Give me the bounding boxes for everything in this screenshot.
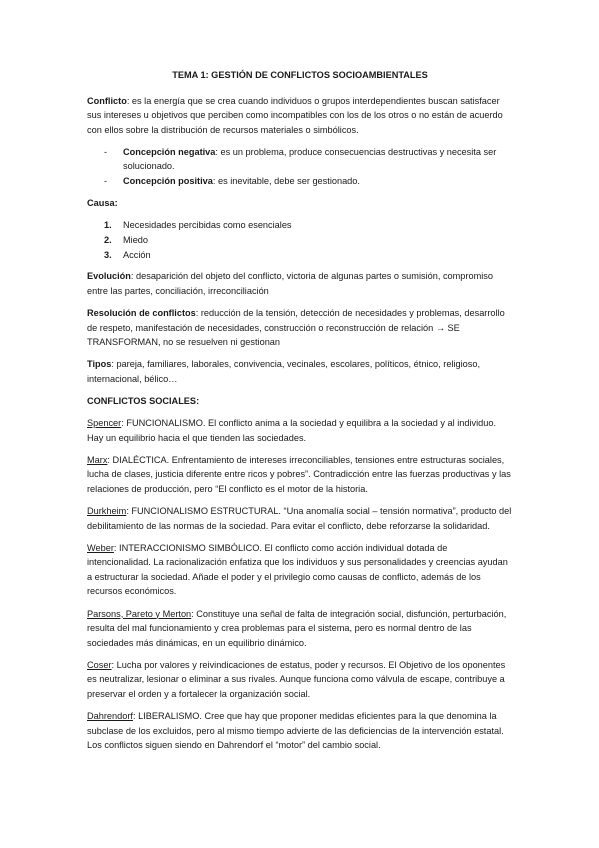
causa-list (87, 218, 513, 263)
concepcion-term: Concepción negativa (123, 146, 216, 157)
item-text: Acción (123, 250, 151, 261)
author-text: : Lucha por valores y reivindicaciones de estatus, poder y recursos. El Objetivo de los oponentes es neutralizar, lesionar o eliminar a sus rivales. Aunque funciona como válvula de escape, contribuye a preservar el orden y a fortalecer la organización social. (87, 659, 506, 699)
author-text: : Constituye una señal de falta de integración social, disfunción, perturbación, resulta del mal funcionamiento y crea problemas para el sistema, pero es normal dentro de las sociedades más dinámicas, en un equilibrio dinámico. (87, 608, 507, 648)
author-paragraph-marx (87, 453, 513, 497)
resolucion-term: Resolución de conflictos (87, 307, 196, 318)
author-name: Spencer (87, 418, 122, 428)
evolucion-term: Evolución (87, 271, 131, 282)
tipos-term: Tipos (87, 359, 112, 370)
list-item (87, 145, 513, 174)
item-text: Miedo (123, 235, 149, 246)
resolucion-paragraph (87, 306, 513, 350)
list-item (87, 174, 513, 189)
item-number: 1. (104, 220, 112, 231)
concepciones-list (87, 145, 513, 189)
tipos-paragraph (87, 357, 513, 386)
evolucion-paragraph (87, 269, 513, 298)
tipos-text: : pareja, familiares, laborales, convivencia, vecinales, escolares, políticos, étnico, religioso, internacional, bélico… (87, 359, 481, 384)
conflicto-text: : es la energía que se crea cuando individuos o grupos interdependientes buscan satisfacer sus intereses u objetivos que perciben como incompatibles con los de los otros o no están de acuerdo con ellos sobre la distribución de recursos materiales o simbólicos. (87, 95, 503, 135)
author-text: : INTERACCIONISMO SIMBÓLICO. El conflicto como acción individual dotada de intencionalidad. La racionalización enfatiza que los individuos y sus personalidades y creencias ayudan a estructurar la sociedad. Añade el poder y el privilegio como causas de conflicto, además de los recursos económicos. (87, 542, 508, 597)
list-item (87, 248, 513, 263)
author-paragraph-parsons-pareto-merton (87, 607, 513, 651)
author-name: Marx (87, 454, 108, 465)
author-name: Weber (87, 542, 114, 553)
author-paragraph-spencer (87, 416, 513, 445)
conflicto-definition (87, 94, 513, 138)
author-name: Dahrendorf (87, 711, 133, 722)
author-paragraph-durkheim (87, 504, 513, 533)
conflictos-sociales-heading: CONFLICTOS SOCIALES: (87, 395, 200, 406)
resolucion-text: : reducción de la tensión, detección de necesidades y problemas, desarrollo de respeto, manifestación de necesidades, construcción o reconstrucción de relación → SE TRANSFORMAN, no se resuelven ni gestionan (87, 307, 505, 348)
item-number: 3. (104, 250, 112, 261)
author-name: Parsons, Pareto y Merton (87, 608, 192, 619)
concepcion-text: : es un problema, produce consecuencias destructivas y necesita ser solucionado. (123, 146, 497, 172)
author-paragraph-weber (87, 541, 513, 599)
author-text: : FUNCIONALISMO. El conflicto anima a la sociedad y equilibra a la sociedad y al individuo. Hay un equilibrio hacia el que tienden las sociedades. (87, 418, 497, 443)
author-name: Durkheim (87, 505, 127, 516)
concepcion-term: Concepción positiva (123, 176, 213, 187)
document-title: TEMA 1: GESTIÓN DE CONFLICTOS SOCIOAMBIENTALES (172, 70, 428, 80)
conflicto-term: Conflicto (87, 95, 127, 106)
author-text: : LIBERALISMO. Cree que hay que proponer medidas eficientes para la que denomina la subclase de los excluidos, pero al mismo tiempo advierte de las deficiencias de la intervención estatal. Los conflictos siguen siendo en Dahrendorf el “motor” del cambio social. (87, 711, 504, 751)
author-text: : DIALÉCTICA. Enfrentamiento de intereses irreconciliables, tensiones entre estructuras sociales, lucha de clases, justicia diferente entre ricos y pobres”. Contradicción entre las fuerzas productivas y las relaciones de producción, pero “El conflicto es el motor de la historia. (87, 454, 511, 494)
concepcion-text: : es inevitable, debe ser gestionado. (212, 176, 360, 187)
author-text: : FUNCIONALISMO ESTRUCTURAL. “Una anomalía social – tensión normativa”, producto del debilitamiento de las normas de la sociedad. Para evitar el conflicto, debe reforzarse la solidaridad. (87, 505, 512, 531)
causa-heading: Causa: (87, 198, 118, 209)
list-item (87, 233, 513, 248)
author-paragraph-dahrendorf (87, 709, 513, 753)
author-name: Coser (87, 659, 112, 670)
evolucion-text: : desaparición del objeto del conflicto, victoria de algunas partes o sumisión, compromiso entre las partes, conciliación, irreconciliación (87, 271, 493, 296)
item-text: Necesidades percibidas como esenciales (123, 220, 292, 231)
author-paragraph-coser (87, 658, 513, 702)
item-number: 2. (104, 235, 112, 246)
list-item (87, 218, 513, 233)
